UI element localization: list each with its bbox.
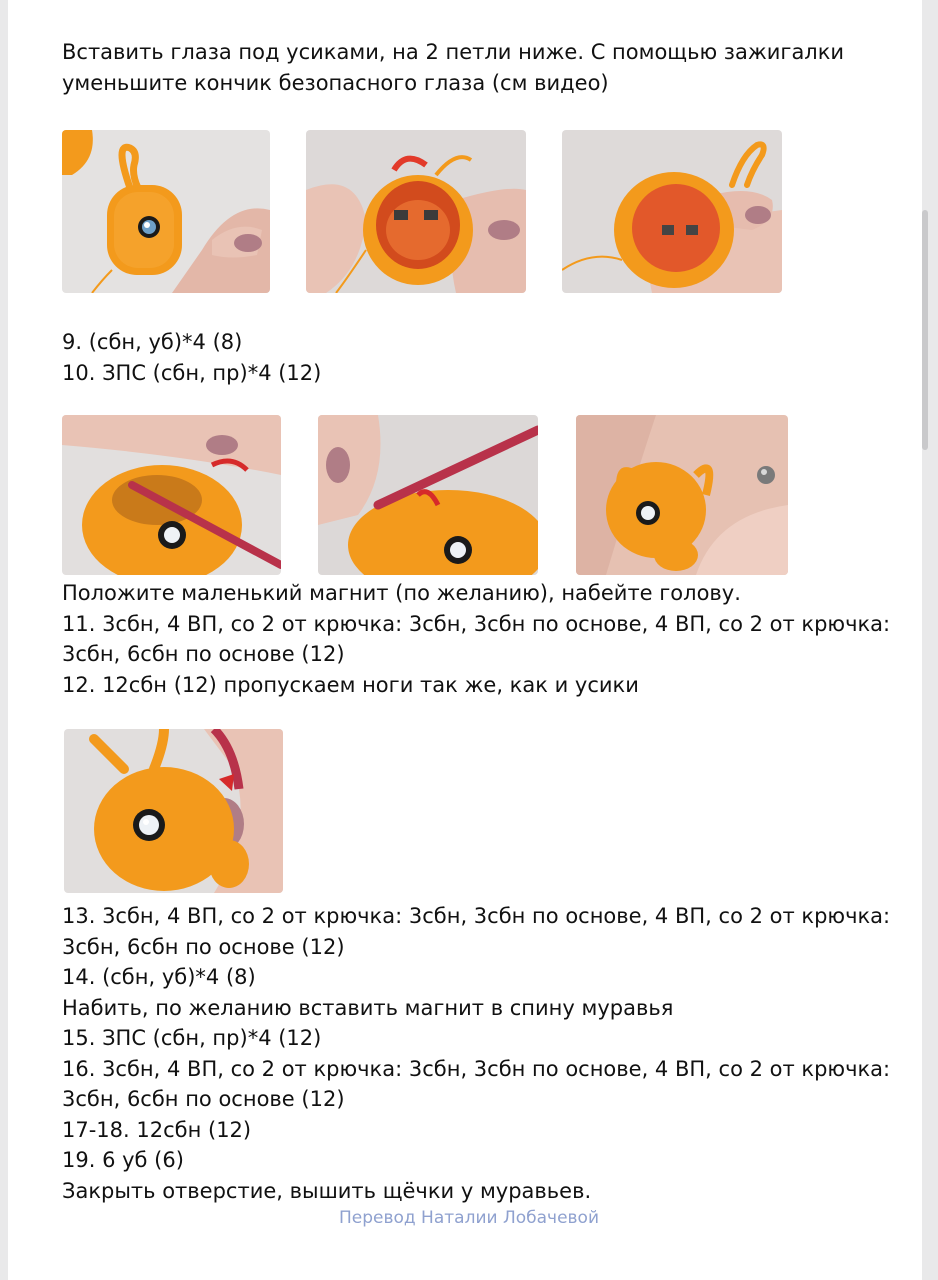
text-line: 10. ЗПС (сбн, пр)*4 (12) [62,360,322,385]
photo-head-inside-view [562,130,782,293]
rows-9-10-paragraph [62,327,321,388]
photo-ant-head-with-eye [62,130,270,293]
text-line: 19. 6 уб (6) [62,1148,184,1172]
text-line: 17-18. 12сбн (12) [62,1117,252,1142]
rows-11-12-paragraph [62,578,890,700]
text-line: 3сбн, 6сбн по основе (12) [62,934,345,959]
intro-paragraph [62,37,844,98]
text-line: Набить, по желанию вставить магнит в спину муравья [62,995,674,1020]
photo-hook-in-stitches [62,415,281,575]
text-line: 3сбн, 6сбн по основе (12) [62,642,345,666]
photo-head-inside-eye-backs [306,130,526,293]
text-line: 13. 3сбн, 4 ВП, со 2 от крючка: 3сбн, 3сбн по основе, 4 ВП, со 2 от крючка: [62,904,891,928]
text-line: 9. (сбн, уб)*4 (8) [62,330,243,354]
text-line: Закрыть отверстие, вышить щёчки у муравьев. [62,1178,592,1203]
text-line: 14. (сбн, уб)*4 (8) [62,965,256,989]
photo-hook-working-near-eye [318,415,538,575]
text-line: 3сбн, 6сбн по основе (12) [62,1087,345,1111]
text-line: 11. 3сбн, 4 ВП, со 2 от крючка: 3сбн, 3сбн по основе, 4 ВП, со 2 от крючка: [62,611,891,636]
vertical-scrollbar[interactable] [922,210,928,450]
rows-13-19-paragraph [62,901,890,1206]
text-line: Положите маленький магнит (по желанию), набейте голову. [62,581,741,605]
text-line: 15. ЗПС (сбн, пр)*4 (12) [62,1026,322,1050]
photo-finished-head-with-magnet [576,415,788,575]
translator-credit: Перевод Наталии Лобачевой [338,1208,599,1228]
text-line: 16. 3сбн, 4 ВП, со 2 от крючка: 3сбн, 3сбн по основе, 4 ВП, со 2 от крючка: [62,1056,891,1081]
photo-head-with-legs [64,729,283,893]
text-line: Вставить глаза под усиками, на 2 петли ниже. С помощью зажигалки [62,40,845,64]
text-line: уменьшите кончик безопасного глаза (см видео) [62,70,609,95]
text-line: 12. 12сбн (12) пропускаем ноги так же, как и усики [62,672,639,697]
